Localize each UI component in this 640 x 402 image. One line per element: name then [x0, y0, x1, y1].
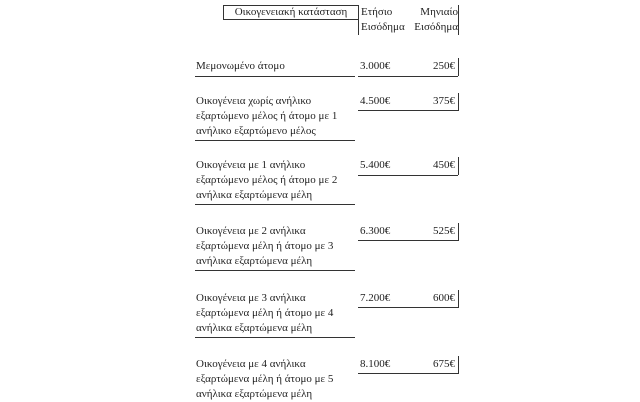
row-4-value-rule [358, 240, 458, 241]
row-5-label: Οικογένεια με 3 ανήλικα εξαρτώμενα μέλη ή άτομο με 4 ανήλικα εξαρτώμενα μέλη [196, 292, 334, 334]
row-4-rule [195, 270, 355, 271]
row-4-monthly: 525€ [433, 225, 455, 237]
row-2-annual: 4.500€ [360, 95, 391, 107]
row-6-monthly: 675€ [433, 358, 455, 370]
row-5-right-border [458, 290, 459, 308]
row-6-value-rule [358, 373, 458, 374]
header-right-border [458, 5, 459, 35]
row-3-value-rule [358, 175, 458, 176]
row-2-label: Οικογένεια χωρίς ανήλικο εξαρτώμενο μέλος ή άτομο με 1 ανήλικο εξαρτώμενο μέλος [196, 95, 338, 137]
row-1-right-border [458, 58, 459, 76]
row-4-annual: 6.300€ [360, 225, 391, 237]
row-2-right-border [458, 93, 459, 111]
row-3-monthly: 450€ [433, 159, 455, 171]
row-5-rule [195, 337, 355, 338]
row-4-label: Οικογένεια με 2 ανήλικα εξαρτώμενα μέλη ή άτομο με 3 ανήλικα εξαρτώμενα μέλη [196, 225, 334, 267]
row-3-right-border [458, 157, 459, 175]
row-3-annual: 5.400€ [360, 159, 391, 171]
row-5-value-rule [358, 307, 458, 308]
header-divider [358, 5, 359, 35]
row-1-rule [195, 76, 355, 77]
row-1-monthly: 250€ [433, 60, 455, 72]
row-3-label: Οικογένεια με 1 ανήλικο εξαρτώμενο μέλος ή άτομο με 2 ανήλικα εξαρτώμενα μέλη [196, 159, 338, 201]
row-3-rule [195, 204, 355, 205]
row-1-annual: 3.000€ [360, 60, 391, 72]
row-2-rule [195, 140, 355, 141]
row-2-value-rule [358, 110, 458, 111]
row-1-value-rule [358, 76, 458, 77]
header-monthly-income: Μηνιαίο Εισόδημα [414, 6, 458, 33]
row-5-monthly: 600€ [433, 292, 455, 304]
header-annual-income: Ετήσιο Εισόδημα [361, 6, 405, 33]
row-1-label: Μεμονωμένο άτομο [196, 60, 285, 72]
row-4-right-border [458, 223, 459, 241]
row-6-label: Οικογένεια με 4 ανήλικα εξαρτώμενα μέλη ή άτομο με 5 ανήλικα εξαρτώμενα μέλη [196, 358, 334, 400]
row-5-annual: 7.200€ [360, 292, 391, 304]
row-2-monthly: 375€ [433, 95, 455, 107]
header-family-status: Οικογενειακή κατάσταση [223, 5, 359, 20]
row-6-annual: 8.100€ [360, 358, 391, 370]
row-6-right-border [458, 356, 459, 374]
